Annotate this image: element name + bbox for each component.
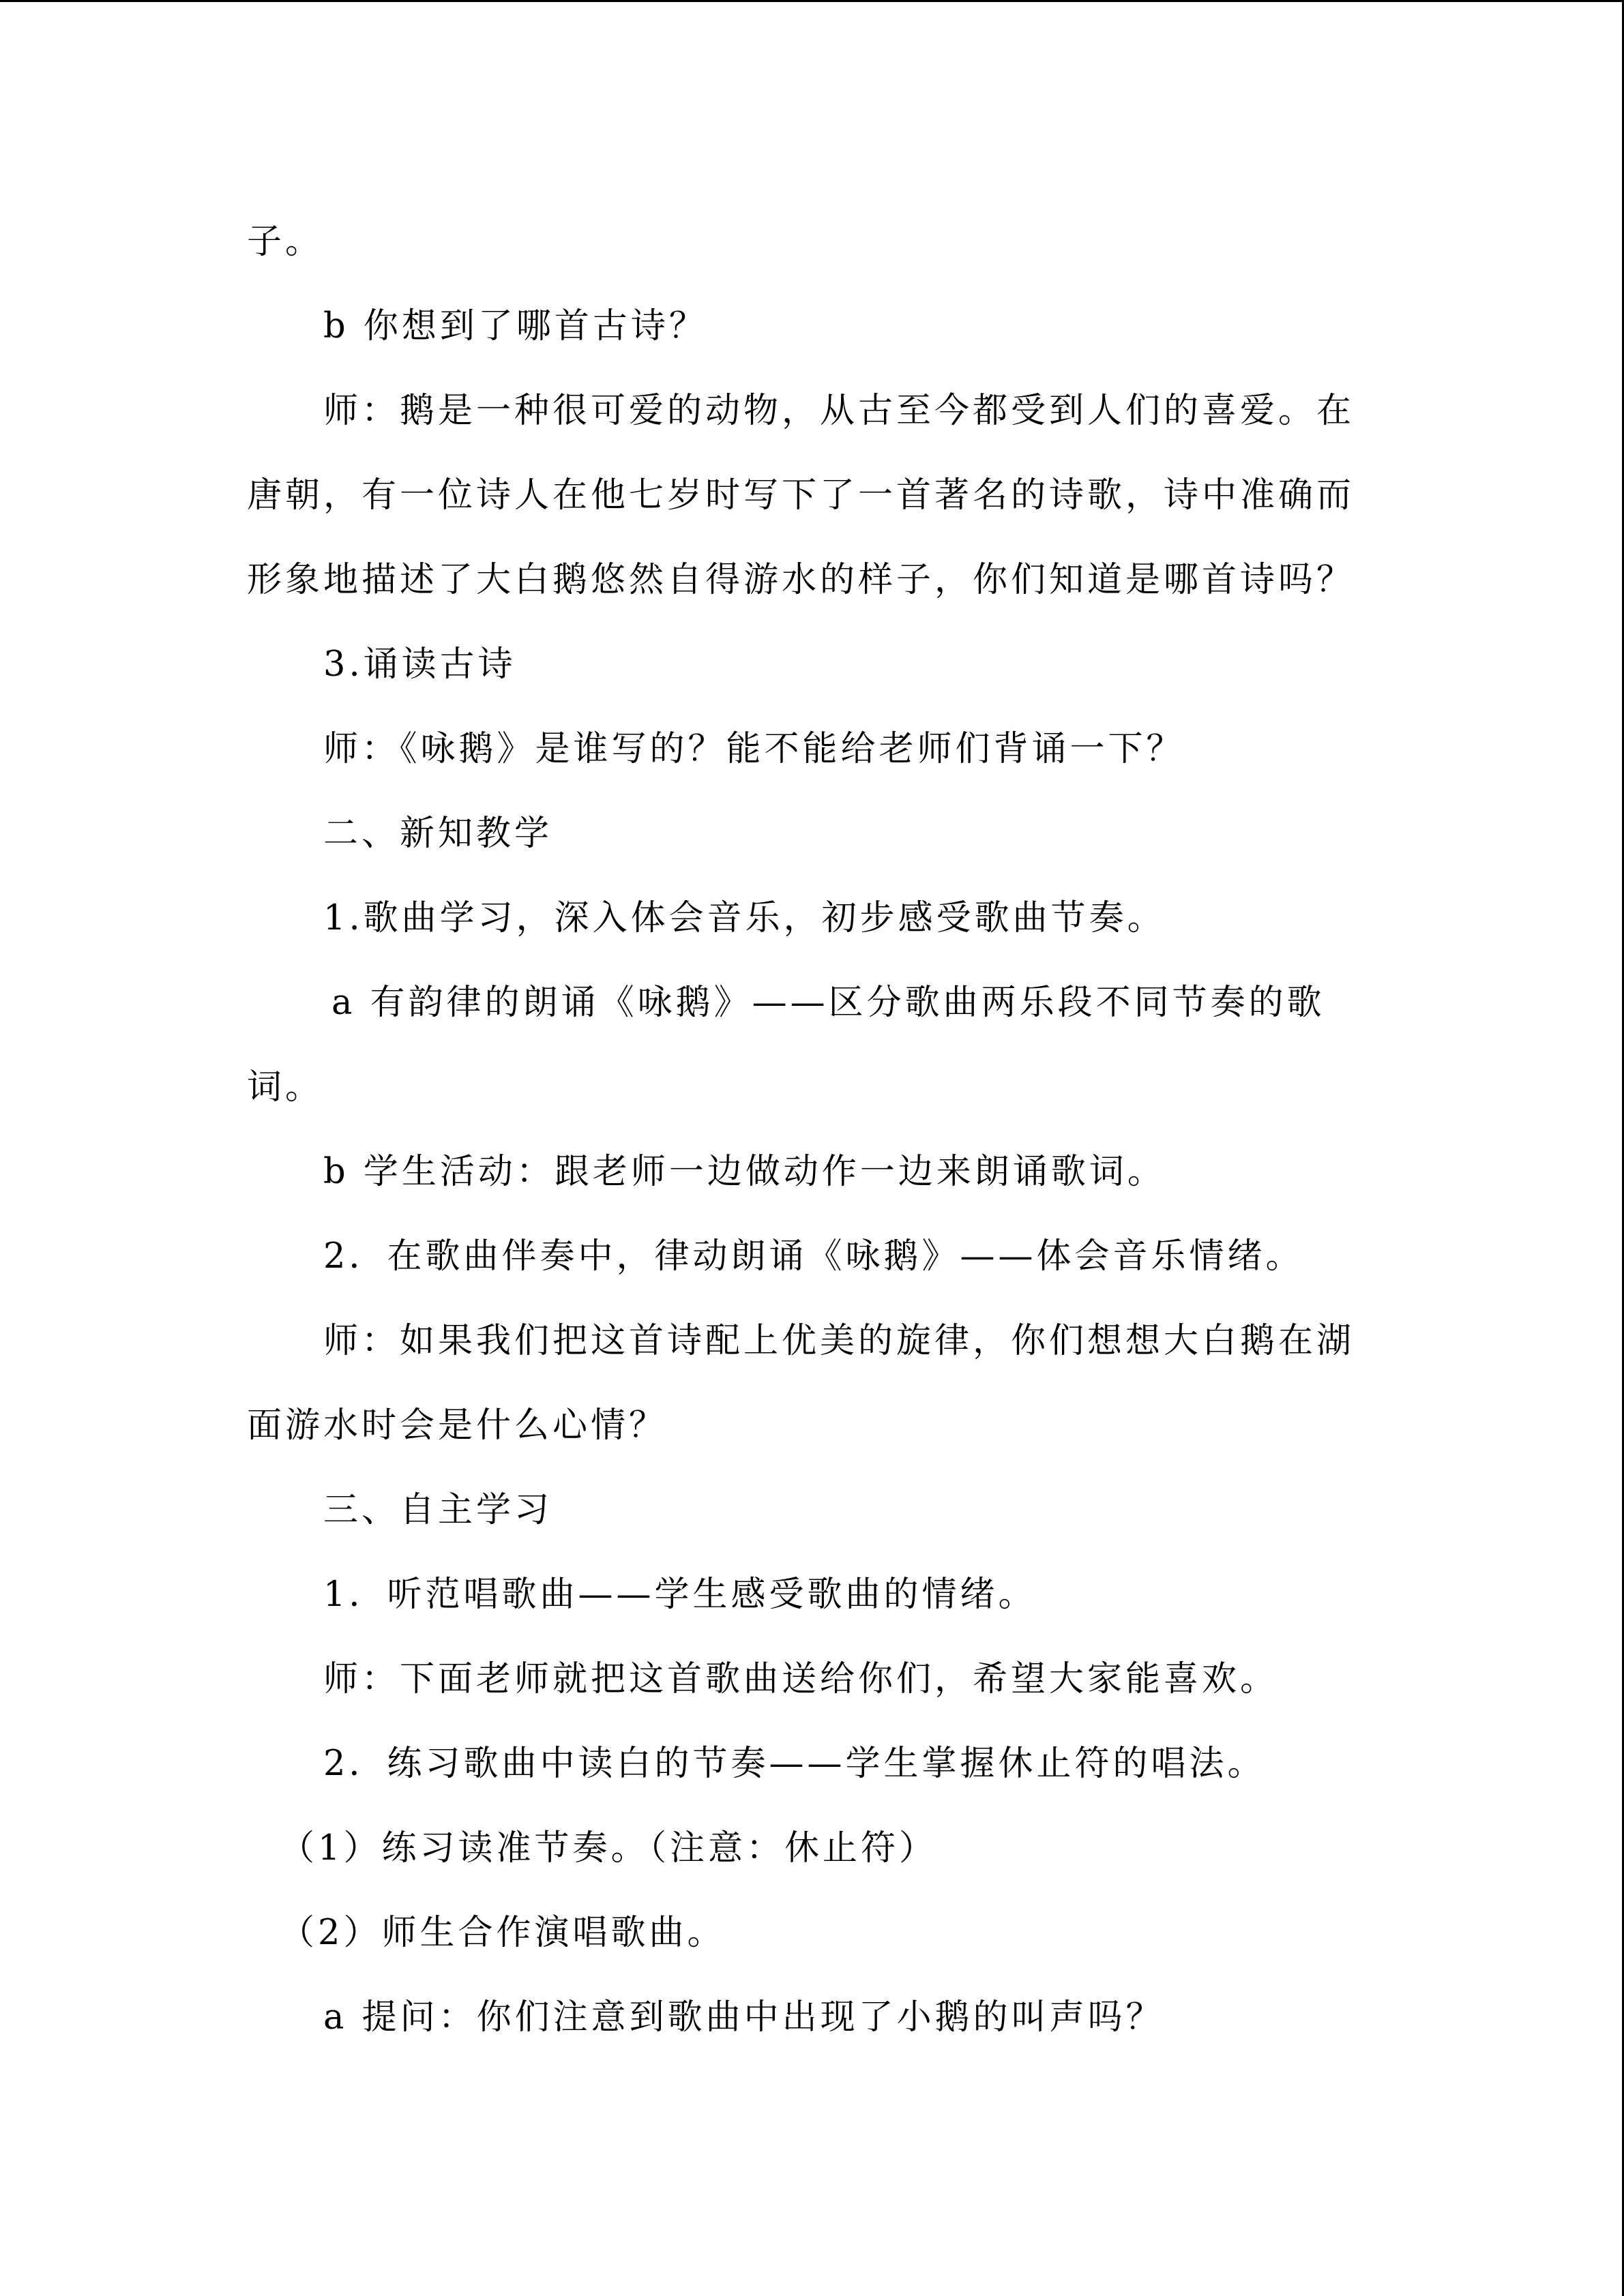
paragraph-line: a 有韵律的朗诵《咏鹅》——区分歌曲两乐段不同节奏的歌 bbox=[331, 983, 1325, 1023]
text-line: 子。 bbox=[247, 222, 324, 262]
paragraph-line: a 提问：你们注意到歌曲中出现了小鹅的叫声吗？ bbox=[323, 1997, 1164, 2038]
section-subheading: 2．在歌曲伴奏中，律动朗诵《咏鹅》——体会音乐情绪。 bbox=[323, 1236, 1304, 1277]
section-subheading: 2．练习歌曲中读白的节奏——学生掌握休止符的唱法。 bbox=[323, 1744, 1266, 1784]
paragraph-line: 师：鹅是一种很可爱的动物，从古至今都受到人们的喜爱。在 bbox=[323, 391, 1355, 431]
paragraph-line: 唐朝，有一位诗人在他七岁时写下了一首著名的诗歌，诗中准确而 bbox=[247, 475, 1355, 516]
paragraph-line: 师：《咏鹅》是谁写的？能不能给老师们背诵一下？ bbox=[323, 729, 1185, 769]
list-item: （2）师生合作演唱歌曲。 bbox=[280, 1913, 726, 1953]
paragraph-line: 形象地描述了大白鹅悠然自得游水的样子，你们知道是哪首诗吗？ bbox=[247, 560, 1355, 600]
section-heading: 三、自主学习 bbox=[323, 1490, 553, 1530]
section-subheading: 3.诵读古诗 bbox=[323, 644, 516, 685]
paragraph-line: 词。 bbox=[247, 1067, 324, 1107]
section-subheading: 1.歌曲学习，深入体会音乐，初步感受歌曲节奏。 bbox=[323, 898, 1166, 938]
text-line: b 你想到了哪首古诗？ bbox=[323, 306, 707, 346]
paragraph-line: 师：如果我们把这首诗配上优美的旋律，你们想想大白鹅在湖 bbox=[323, 1321, 1355, 1361]
section-heading: 二、新知教学 bbox=[323, 814, 553, 854]
paragraph-line: 师：下面老师就把这首歌曲送给你们，希望大家能喜欢。 bbox=[323, 1659, 1279, 1699]
document-body bbox=[247, 200, 1365, 2060]
paragraph-line: b 学生活动：跟老师一边做动作一边来朗诵歌词。 bbox=[323, 1152, 1166, 1192]
list-item: （1）练习读准节奏。（注意：休止符） bbox=[280, 1828, 937, 1868]
section-subheading: 1．听范唱歌曲——学生感受歌曲的情绪。 bbox=[323, 1575, 1037, 1615]
paragraph-line: 面游水时会是什么心情？ bbox=[247, 1405, 668, 1446]
